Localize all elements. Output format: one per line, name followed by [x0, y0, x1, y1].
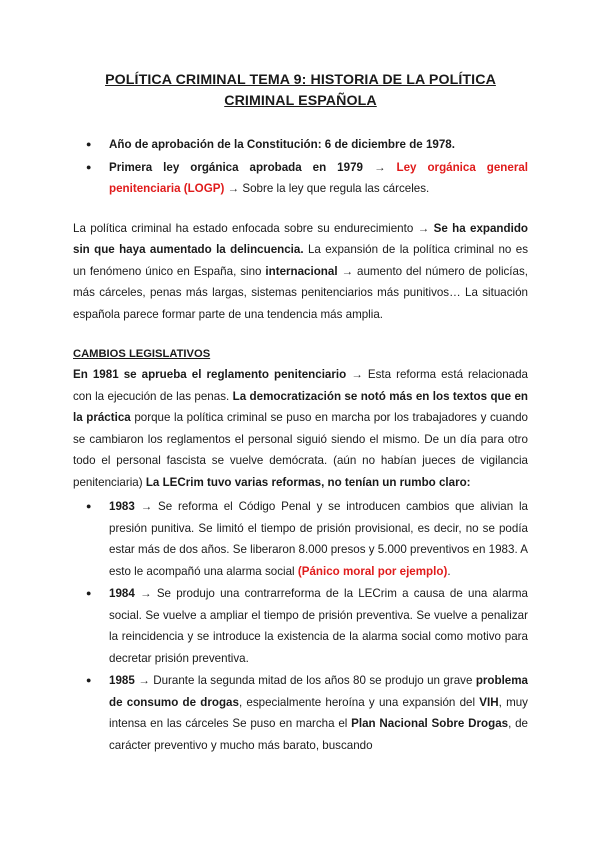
logp-description: → Sobre la ley que regula las cárceles. [224, 182, 430, 195]
bullet-icon: ● [86, 501, 92, 511]
bold-run: Plan Nacional Sobre Drogas [351, 717, 509, 730]
bold-run: internacional [265, 264, 338, 278]
red-highlight: (Pánico moral por ejemplo) [297, 564, 448, 578]
text-run: → Se produjo una contrarreforma de la LECrim a causa de una alarma social. Se vuelve a ampliar el tiempo de prisión preventiva. Se vuelve a penalizar la reincidencia y se introduce la existencia de la alarma social como motivo para decretar prisión preventiva. [109, 587, 528, 665]
title-line-2: CRIMINAL ESPAÑOLA [224, 93, 377, 109]
text-run: porque la política criminal se puso en marcha por los trabajadores y cuando se cambiaron los reglamentos el personal siguió siendo el mismo. De un día para otro todo el personal fascista se vuelve demócrata. (aún no habían jueces de vigilancia penitenciaria) [73, 411, 528, 489]
section-heading: CAMBIOS LEGISLATIVOS [73, 348, 211, 360]
year-label: 1985 [109, 674, 135, 687]
bold-run: Se ha expandido sin que haya aumentado la delincuencia. [73, 221, 528, 256]
year-label: 1984 [109, 587, 135, 600]
list-item [73, 496, 528, 582]
logp-highlight: Ley orgánica general penitenciaria (LOGP) [109, 160, 529, 195]
intro-bullet-list [73, 134, 528, 200]
text-run: → Durante la segunda mitad de los años 80 se produjo un grave [134, 674, 476, 687]
bold-run: VIH [479, 695, 499, 709]
text-run: . [447, 564, 451, 578]
section-paragraph [73, 364, 528, 493]
title-line-1: POLÍTICA CRIMINAL TEMA 9: HISTORIA DE LA POLÍTICA [105, 72, 496, 88]
text-run: La política criminal ha estado enfocada sobre su endurecimiento → [73, 221, 434, 235]
bold-run: problema de consumo de drogas [109, 674, 528, 709]
text-run: , especialmente heroína y una expansión del [238, 695, 480, 709]
first-organic-law: Primera ley orgánica aprobada en 1979 [109, 160, 363, 174]
text-run: → Esta reforma está relacionada con la ejecución de las penas. [73, 368, 529, 403]
text-run: La expansión de la política criminal no es un fenómeno único en España, sino [73, 243, 528, 278]
bullet-icon: ● [86, 161, 92, 172]
bullet-icon: ● [86, 139, 92, 149]
year-label: 1983 [109, 500, 135, 513]
bold-run: La LECrim tuvo varias reformas, no tenían un rumbo claro: [145, 475, 471, 489]
bold-run: La democratización se notó más en los textos que en la práctica [73, 389, 528, 424]
text-run: , muy intensa en las cárceles Se puso en marcha el [109, 695, 528, 730]
text-run: , de carácter preventivo y mucho más barato, buscando [109, 717, 528, 752]
constitution-date: Año de aprobación de la Constitución: 6 de diciembre de 1978. [109, 138, 455, 151]
arrow-text: → [362, 160, 397, 174]
bold-run: En 1981 se aprueba el reglamento penitenciario [73, 368, 347, 381]
text-run: → Se reforma el Código Penal y se introducen cambios que alivian la presión punitiva. Se limitó el tiempo de prisión provisional, es decir, no se podía estar más de dos años. Se liberaron 8.000 presos y 5.000 preventivos en 1983. A esto le acompañó una alarma social [109, 500, 528, 578]
document-title [73, 70, 528, 112]
list-item [73, 670, 528, 756]
list-item [73, 583, 528, 669]
bullet-icon: ● [86, 675, 92, 685]
intro-paragraph [73, 218, 528, 326]
list-item [73, 157, 528, 200]
reform-year-list [73, 496, 528, 756]
list-item [73, 134, 528, 156]
bullet-icon: ● [86, 588, 92, 598]
text-run: → aumento del número de policías, más cárceles, penas más largas, sistemas penitenciarios más punitivos… La situación española parece formar parte de una tendencia más amplia. [73, 264, 528, 321]
